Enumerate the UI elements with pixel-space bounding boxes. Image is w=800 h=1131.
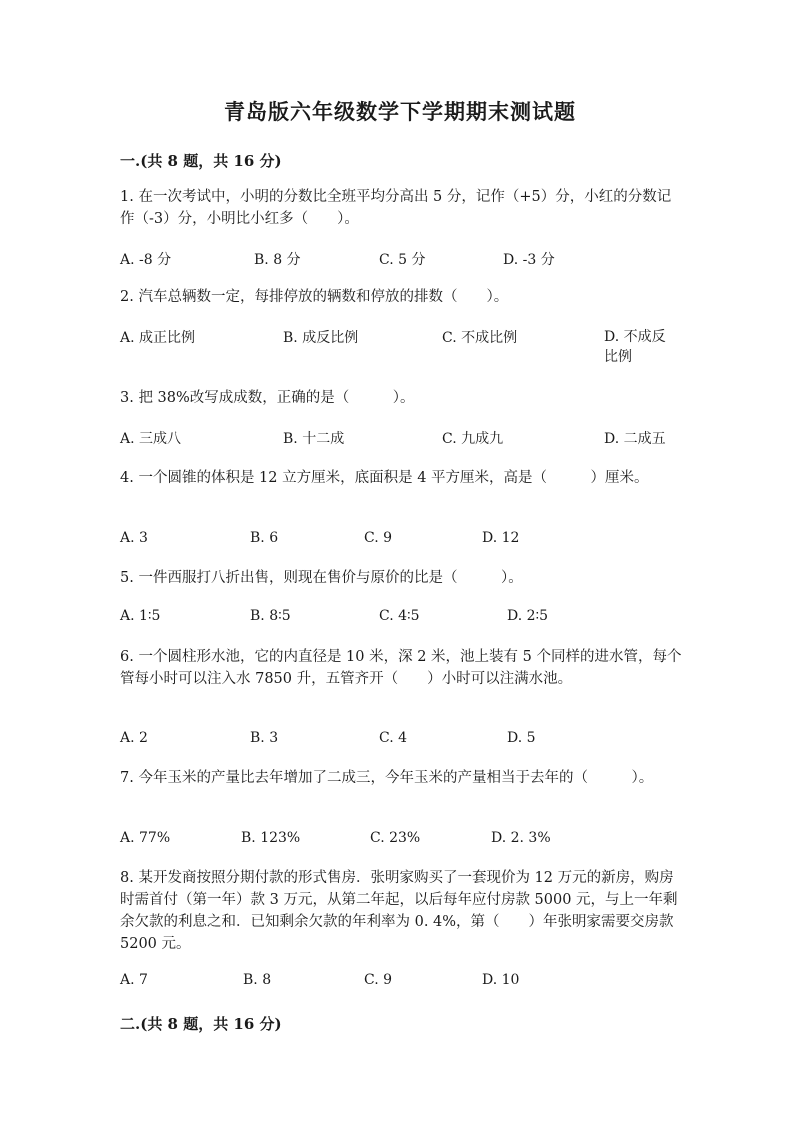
option-d: D. 二成五 (604, 431, 666, 447)
question-3: 3. 把 38%改写成成数，正确的是（ ）。 (120, 390, 415, 406)
option-a: A. 三成八 (120, 431, 182, 447)
option-d: D. 2. 3% (491, 830, 551, 846)
question-7-options (120, 830, 690, 852)
section-heading-1: 一.(共 8 题，共 16 分) (120, 152, 282, 170)
option-b: B. 8 (243, 972, 272, 988)
option-d: D. -3 分 (503, 252, 555, 268)
option-a: A. 1∶5 (120, 608, 161, 624)
question-8: 8. 某开发商按照分期付款的形式售房．张明家购买了一套现价为 12 万元的新房，购房时需首付（第一年）款 3 万元，从第二年起，以后每年应付房款 5000 元，与上一年剩余欠款的利息之和．已知剩余欠款的年利率为 0. 4%，第（ ）年张明家需要交房款 5200 元。 (120, 870, 678, 952)
option-a: A. 77% (120, 830, 171, 846)
question-2-options (120, 327, 690, 371)
option-a: A. 3 (120, 530, 148, 546)
question-6: 6. 一个圆柱形水池，它的内直径是 10 米，深 2 米，池上装有 5 个同样的进水管，每个管每小时可以注入水 7850 升，五管齐开（ ）小时可以注满水池。 (120, 649, 682, 687)
option-a: A. 成正比例 (120, 330, 196, 346)
option-d: D. 不成反比例 (604, 329, 666, 365)
question-6-options (120, 730, 690, 752)
question-1-options (120, 249, 690, 271)
option-d: D. 2∶5 (507, 608, 549, 624)
option-d: D. 10 (482, 972, 520, 988)
question-8-options (120, 972, 690, 994)
question-1: 1. 在一次考试中，小明的分数比全班平均分高出 5 分，记作（+5）分，小红的分数记作（-3）分，小明比小红多（ ）。 (120, 189, 672, 227)
option-c: C. 23% (370, 830, 421, 846)
option-a: A. -8 分 (120, 252, 172, 268)
question-5: 5. 一件西服打八折出售，则现在售价与原价的比是（ ）。 (120, 570, 523, 586)
section-heading-2: 二.(共 8 题，共 16 分) (120, 1015, 282, 1033)
option-b: B. 成反比例 (283, 330, 359, 346)
option-d: D. 12 (482, 530, 520, 546)
option-b: B. 8∶5 (250, 608, 291, 624)
option-d: D. 5 (507, 730, 536, 746)
option-a: A. 2 (120, 730, 148, 746)
question-4: 4. 一个圆锥的体积是 12 立方厘米，底面积是 4 平方厘米，高是（ ）厘米。 (120, 470, 649, 486)
question-7: 7. 今年玉米的产量比去年增加了二成三，今年玉米的产量相当于去年的（ ）。 (120, 770, 654, 786)
option-c: C. 不成比例 (442, 330, 518, 346)
option-c: C. 9 (364, 530, 393, 546)
option-b: B. 8 分 (254, 252, 301, 268)
page-title: 青岛版六年级数学下学期期末测试题 (224, 99, 576, 124)
question-3-options (120, 428, 690, 450)
option-a: A. 7 (120, 972, 148, 988)
option-c: C. 九成九 (442, 431, 504, 447)
option-b: B. 3 (250, 730, 279, 746)
option-b: B. 123% (241, 830, 301, 846)
question-2: 2. 汽车总辆数一定，每排停放的辆数和停放的排数（ ）。 (120, 289, 509, 305)
option-c: C. 4 (379, 730, 408, 746)
option-c: C. 5 分 (379, 252, 426, 268)
question-5-options (120, 608, 690, 630)
option-b: B. 6 (250, 530, 279, 546)
option-c: C. 9 (364, 972, 393, 988)
option-b: B. 十二成 (283, 431, 345, 447)
option-c: C. 4∶5 (379, 608, 420, 624)
question-4-options (120, 530, 690, 552)
